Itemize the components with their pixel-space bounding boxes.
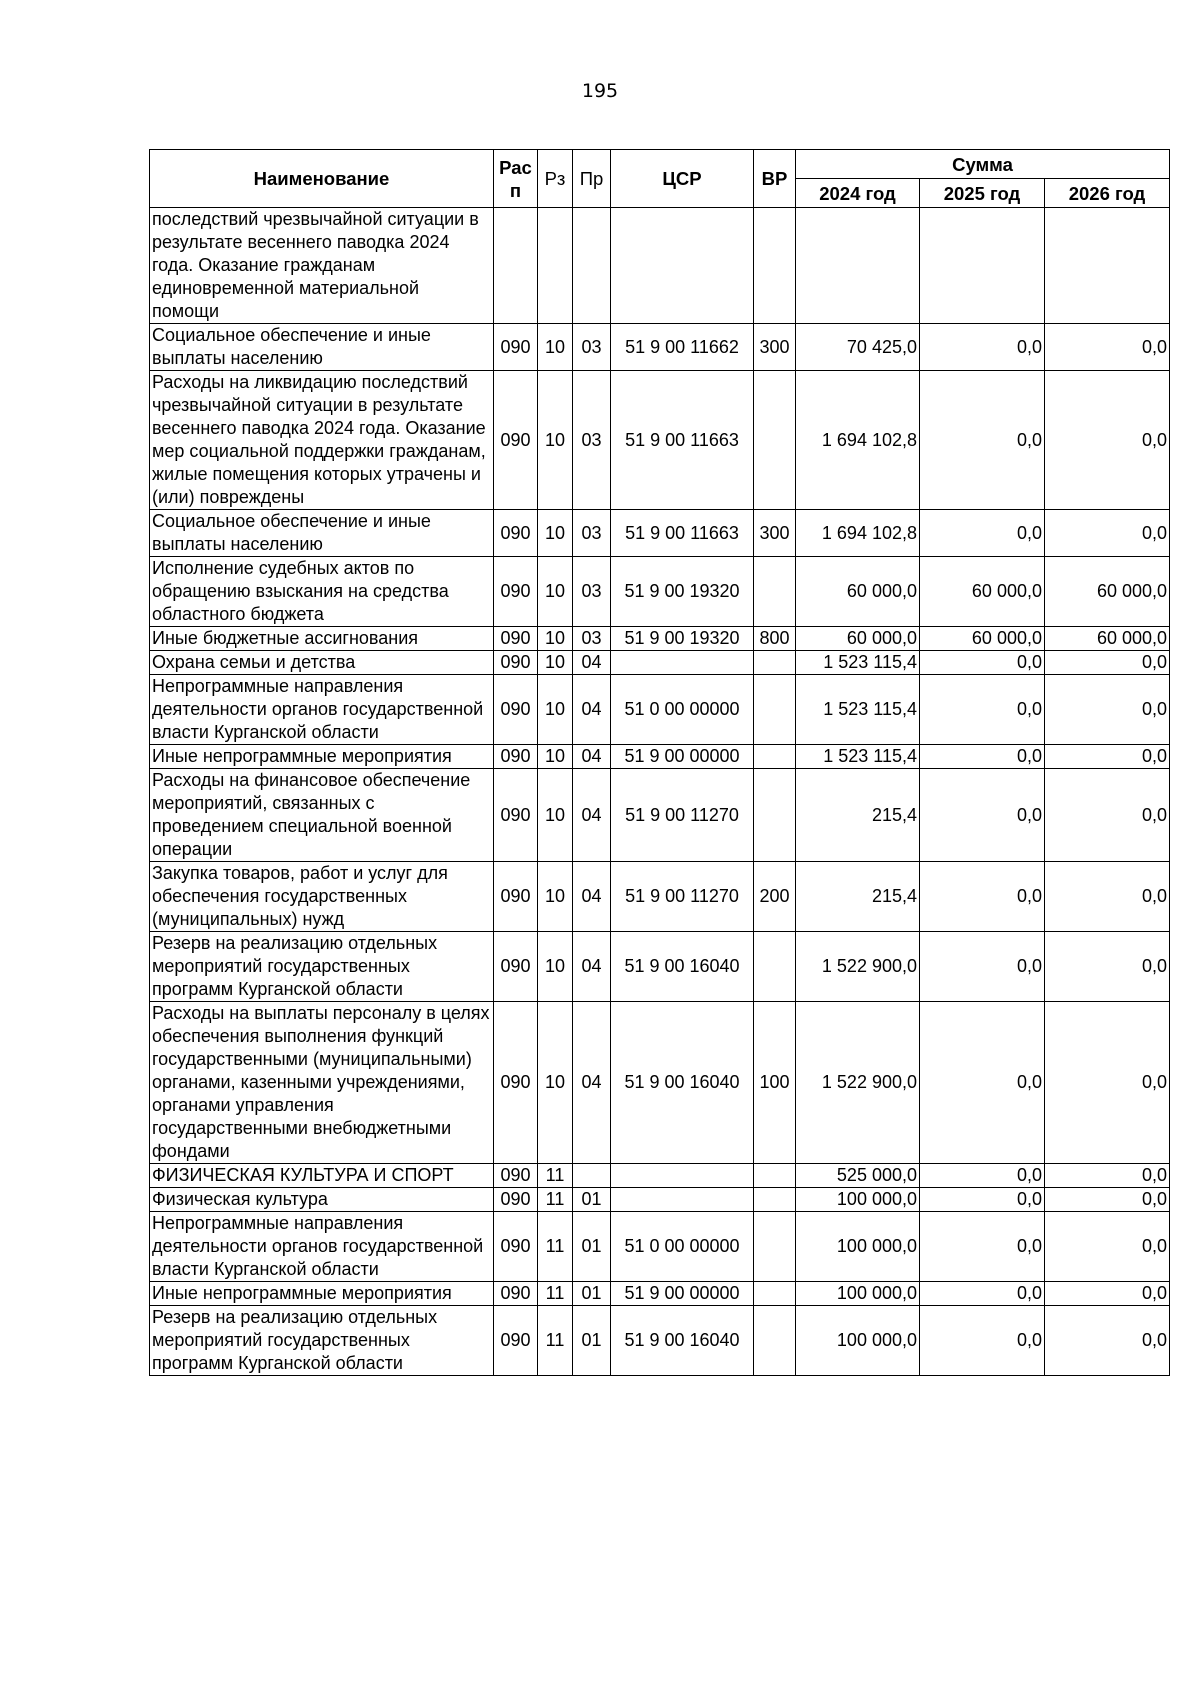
row-2024-cell: 60 000,0 [796,557,920,627]
row-name-cell: последствий чрезвычайной ситуации в результате весеннего паводка 2024 года. Оказание гражданам единовременной материальной помощи [150,208,494,324]
row-pr-cell: 04 [573,769,611,862]
table-row [150,208,1170,324]
row-2026-cell: 0,0 [1045,1212,1170,1282]
row-name-cell: Иные непрограммные мероприятия [150,745,494,769]
row-2024-cell: 1 523 115,4 [796,675,920,745]
row-vr-cell [754,675,796,745]
header-2025: 2025 год [920,179,1045,208]
row-pr-cell: 03 [573,324,611,371]
row-2024-cell: 100 000,0 [796,1188,920,1212]
table-row [150,1188,1170,1212]
row-2025-cell: 0,0 [920,1188,1045,1212]
row-rz-cell: 11 [538,1306,573,1376]
row-rasp-cell: 090 [494,557,538,627]
row-csr-cell: 51 9 00 16040 [611,1306,754,1376]
table-row [150,1212,1170,1282]
row-csr-cell: 51 9 00 11270 [611,769,754,862]
row-name-cell: Иные бюджетные ассигнования [150,627,494,651]
row-rasp-cell: 090 [494,1282,538,1306]
row-pr-cell: 03 [573,627,611,651]
header-rz: Рз [538,150,573,208]
row-2024-cell: 1 522 900,0 [796,932,920,1002]
row-rz-cell: 10 [538,1002,573,1164]
table-row [150,862,1170,932]
row-2025-cell: 0,0 [920,1002,1045,1164]
table-row [150,324,1170,371]
row-rz-cell: 10 [538,675,573,745]
row-pr-cell: 04 [573,932,611,1002]
row-name-cell: Социальное обеспечение и иные выплаты населению [150,324,494,371]
row-2026-cell: 0,0 [1045,769,1170,862]
header-2026: 2026 год [1045,179,1170,208]
row-rz-cell: 11 [538,1282,573,1306]
row-pr-cell: 01 [573,1306,611,1376]
row-rasp-cell: 090 [494,862,538,932]
row-vr-cell [754,769,796,862]
row-name-cell: Иные непрограммные мероприятия [150,1282,494,1306]
row-pr-cell: 04 [573,675,611,745]
row-csr-cell: 51 0 00 00000 [611,675,754,745]
row-csr-cell: 51 9 00 00000 [611,1282,754,1306]
row-rasp-cell: 090 [494,932,538,1002]
row-2026-cell [1045,208,1170,324]
row-csr-cell: 51 9 00 11663 [611,510,754,557]
row-name-cell: Расходы на выплаты персоналу в целях обеспечения выполнения функций государственными (муниципальными) органами, казенными учреждениями, органами управления государственными внебюджетными фондами [150,1002,494,1164]
row-rz-cell: 10 [538,862,573,932]
row-name-cell: Исполнение судебных актов по обращению взыскания на средства областного бюджета [150,557,494,627]
row-vr-cell: 100 [754,1002,796,1164]
row-rasp-cell: 090 [494,627,538,651]
row-pr-cell: 04 [573,745,611,769]
row-vr-cell [754,1282,796,1306]
row-name-cell: Резерв на реализацию отдельных мероприятий государственных программ Курганской области [150,1306,494,1376]
row-2025-cell: 0,0 [920,675,1045,745]
row-csr-cell: 51 9 00 16040 [611,932,754,1002]
row-vr-cell [754,557,796,627]
table-row [150,627,1170,651]
row-vr-cell [754,1212,796,1282]
table-row [150,510,1170,557]
row-rz-cell: 10 [538,651,573,675]
table-row [150,1282,1170,1306]
row-vr-cell [754,1188,796,1212]
row-name-cell: Закупка товаров, работ и услуг для обеспечения государственных (муниципальных) нужд [150,862,494,932]
header-sum: Сумма [796,150,1170,179]
row-vr-cell: 800 [754,627,796,651]
row-2024-cell: 215,4 [796,862,920,932]
table-row [150,651,1170,675]
row-csr-cell: 51 9 00 16040 [611,1002,754,1164]
row-pr-cell: 01 [573,1212,611,1282]
row-csr-cell: 51 0 00 00000 [611,1212,754,1282]
row-2025-cell: 0,0 [920,769,1045,862]
row-pr-cell: 04 [573,862,611,932]
row-csr-cell: 51 9 00 19320 [611,557,754,627]
row-2025-cell: 60 000,0 [920,627,1045,651]
row-rz-cell: 11 [538,1212,573,1282]
table-row [150,675,1170,745]
row-name-cell: ФИЗИЧЕСКАЯ КУЛЬТУРА И СПОРТ [150,1164,494,1188]
row-rz-cell: 11 [538,1188,573,1212]
row-2026-cell: 0,0 [1045,1282,1170,1306]
table-row [150,1306,1170,1376]
row-rz-cell: 10 [538,932,573,1002]
row-rz-cell: 11 [538,1164,573,1188]
row-rasp-cell: 090 [494,1188,538,1212]
row-rz-cell: 10 [538,627,573,651]
row-csr-cell [611,1164,754,1188]
row-vr-cell: 300 [754,324,796,371]
row-vr-cell [754,1164,796,1188]
row-csr-cell: 51 9 00 11663 [611,371,754,510]
row-2026-cell: 0,0 [1045,1306,1170,1376]
row-vr-cell [754,371,796,510]
row-rasp-cell: 090 [494,1164,538,1188]
header-name: Наименование [150,150,494,208]
row-2024-cell: 1 694 102,8 [796,371,920,510]
row-2026-cell: 0,0 [1045,651,1170,675]
row-csr-cell [611,1188,754,1212]
row-2025-cell: 0,0 [920,510,1045,557]
table-row [150,932,1170,1002]
row-pr-cell [573,208,611,324]
row-vr-cell [754,932,796,1002]
row-rz-cell: 10 [538,510,573,557]
row-2024-cell: 1 694 102,8 [796,510,920,557]
row-pr-cell: 03 [573,371,611,510]
row-name-cell: Непрограммные направления деятельности органов государственной власти Курганской области [150,675,494,745]
table-row [150,769,1170,862]
row-2026-cell: 0,0 [1045,371,1170,510]
row-rasp-cell: 090 [494,675,538,745]
row-2025-cell: 0,0 [920,745,1045,769]
row-name-cell: Резерв на реализацию отдельных мероприятий государственных программ Курганской области [150,932,494,1002]
header-csr: ЦСР [611,150,754,208]
row-rz-cell: 10 [538,557,573,627]
row-2024-cell: 100 000,0 [796,1282,920,1306]
row-csr-cell [611,208,754,324]
row-2026-cell: 60 000,0 [1045,627,1170,651]
row-rasp-cell: 090 [494,1306,538,1376]
row-vr-cell [754,1306,796,1376]
row-name-cell: Непрограммные направления деятельности органов государственной власти Курганской области [150,1212,494,1282]
row-name-cell: Расходы на ликвидацию последствий чрезвычайной ситуации в результате весеннего паводка 2024 года. Оказание мер социальной поддержки гражданам, жилые помещения которых утрачены и (или) повреждены [150,371,494,510]
row-2025-cell: 0,0 [920,1164,1045,1188]
row-vr-cell: 200 [754,862,796,932]
row-pr-cell [573,1164,611,1188]
row-vr-cell [754,651,796,675]
row-2024-cell: 215,4 [796,769,920,862]
table-body [150,208,1170,1376]
header-rasp: Рас п [494,150,538,208]
row-pr-cell: 03 [573,557,611,627]
row-2024-cell: 1 522 900,0 [796,1002,920,1164]
row-rasp-cell: 090 [494,1002,538,1164]
row-rasp-cell: 090 [494,324,538,371]
row-rz-cell: 10 [538,769,573,862]
row-vr-cell [754,208,796,324]
row-2024-cell: 60 000,0 [796,627,920,651]
row-2026-cell: 0,0 [1045,675,1170,745]
row-2026-cell: 60 000,0 [1045,557,1170,627]
row-2024-cell: 1 523 115,4 [796,745,920,769]
row-2026-cell: 0,0 [1045,862,1170,932]
row-2024-cell: 1 523 115,4 [796,651,920,675]
row-rasp-cell: 090 [494,510,538,557]
row-2024-cell: 100 000,0 [796,1306,920,1376]
row-2025-cell [920,208,1045,324]
row-name-cell: Расходы на финансовое обеспечение мероприятий, связанных с проведением специальной военной операции [150,769,494,862]
row-2024-cell: 525 000,0 [796,1164,920,1188]
row-2025-cell: 0,0 [920,651,1045,675]
header-vr: ВР [754,150,796,208]
row-rz-cell: 10 [538,324,573,371]
row-2024-cell: 100 000,0 [796,1212,920,1282]
row-rasp-cell: 090 [494,371,538,510]
row-csr-cell: 51 9 00 11662 [611,324,754,371]
row-csr-cell [611,651,754,675]
row-rasp-cell: 090 [494,745,538,769]
row-2024-cell: 70 425,0 [796,324,920,371]
row-rz-cell [538,208,573,324]
row-name-cell: Физическая культура [150,1188,494,1212]
table-row [150,745,1170,769]
row-2026-cell: 0,0 [1045,1164,1170,1188]
row-2025-cell: 0,0 [920,1306,1045,1376]
row-2026-cell: 0,0 [1045,1002,1170,1164]
row-2025-cell: 0,0 [920,1212,1045,1282]
row-csr-cell: 51 9 00 19320 [611,627,754,651]
row-2025-cell: 0,0 [920,932,1045,1002]
row-pr-cell: 03 [573,510,611,557]
table-row [150,1002,1170,1164]
row-2026-cell: 0,0 [1045,1188,1170,1212]
header-2024: 2024 год [796,179,920,208]
table-row [150,557,1170,627]
row-csr-cell: 51 9 00 11270 [611,862,754,932]
row-2026-cell: 0,0 [1045,510,1170,557]
row-name-cell: Социальное обеспечение и иные выплаты населению [150,510,494,557]
row-rz-cell: 10 [538,745,573,769]
header-pr: Пр [573,150,611,208]
row-pr-cell: 04 [573,651,611,675]
row-rz-cell: 10 [538,371,573,510]
row-pr-cell: 01 [573,1282,611,1306]
row-2025-cell: 60 000,0 [920,557,1045,627]
row-name-cell: Охрана семьи и детства [150,651,494,675]
row-2026-cell: 0,0 [1045,932,1170,1002]
row-2025-cell: 0,0 [920,324,1045,371]
row-2026-cell: 0,0 [1045,324,1170,371]
row-rasp-cell: 090 [494,1212,538,1282]
row-pr-cell: 04 [573,1002,611,1164]
row-vr-cell [754,745,796,769]
row-rasp-cell: 090 [494,651,538,675]
row-2025-cell: 0,0 [920,1282,1045,1306]
page-number: 195 [581,80,619,102]
row-rasp-cell: 090 [494,769,538,862]
row-2025-cell: 0,0 [920,371,1045,510]
table-row [150,1164,1170,1188]
row-2026-cell: 0,0 [1045,745,1170,769]
budget-table [149,149,1170,1376]
row-rasp-cell [494,208,538,324]
row-2025-cell: 0,0 [920,862,1045,932]
row-vr-cell: 300 [754,510,796,557]
row-csr-cell: 51 9 00 00000 [611,745,754,769]
row-2024-cell [796,208,920,324]
table-row [150,371,1170,510]
row-pr-cell: 01 [573,1188,611,1212]
